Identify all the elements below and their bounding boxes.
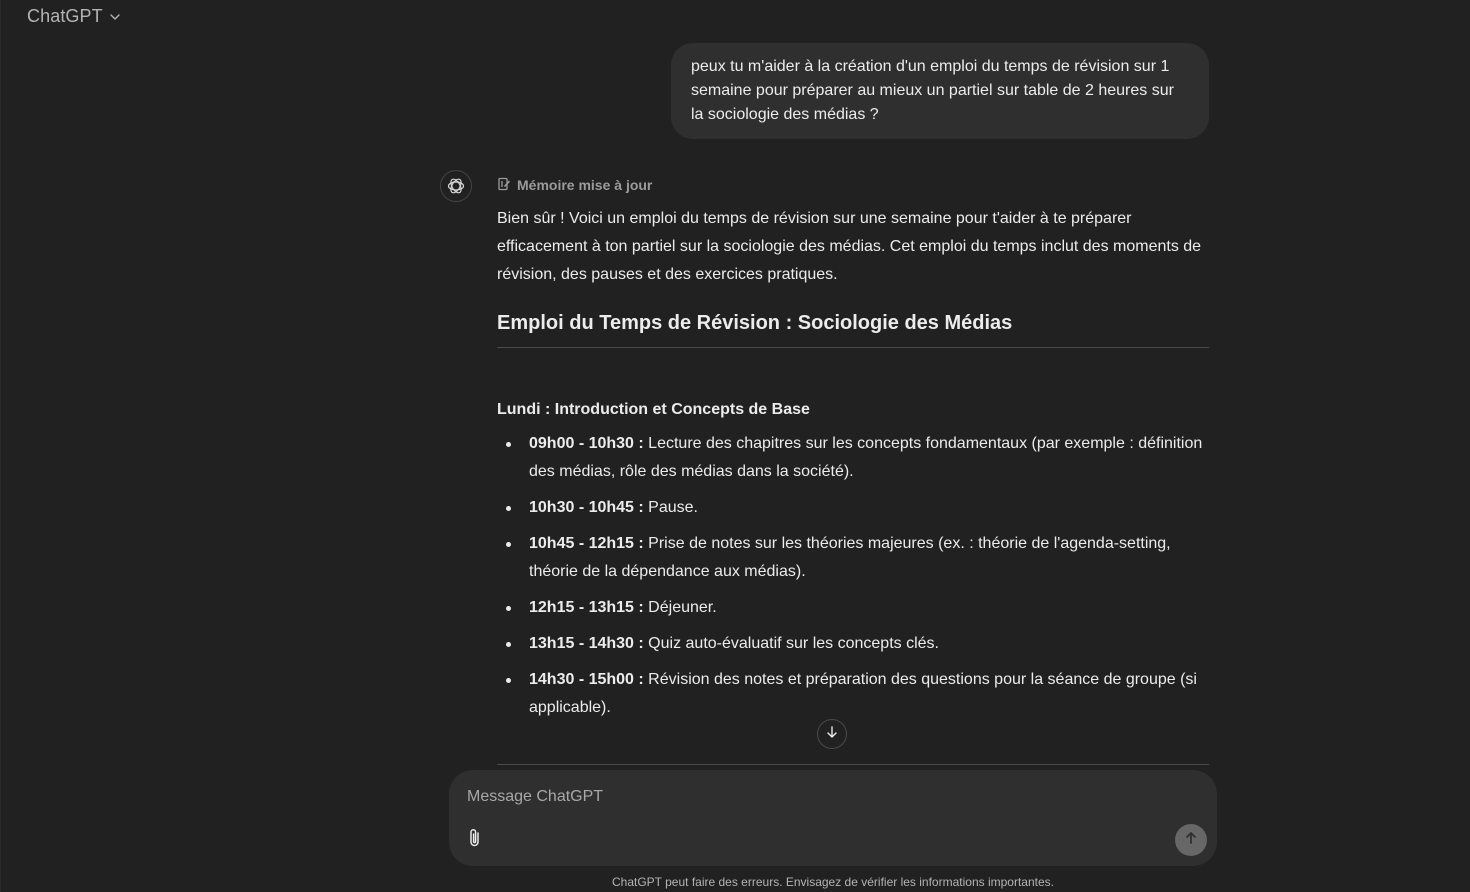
time-range: 14h30 - 15h00 : [529, 671, 644, 688]
list-item [497, 530, 1209, 586]
model-selector[interactable] [27, 0, 121, 32]
send-button[interactable] [1175, 824, 1207, 856]
user-message-bubble [671, 43, 1209, 139]
arrow-down-icon [825, 725, 839, 744]
scroll-to-bottom-button[interactable] [817, 719, 847, 749]
list-item [497, 594, 1209, 622]
day-title: Lundi : Introduction et Concepts de Base [497, 401, 810, 418]
message-input[interactable] [467, 786, 1067, 808]
time-range: 10h30 - 10h45 : [529, 499, 644, 516]
message-composer [449, 770, 1217, 866]
time-range: 13h15 - 14h30 : [529, 635, 644, 652]
bullet [506, 442, 511, 447]
memory-updated-indicator[interactable] [497, 175, 1209, 195]
item-text: Quiz auto-évaluatif sur les concepts clés. [643, 635, 939, 652]
list-item [497, 430, 1209, 486]
list-item [497, 630, 1209, 658]
bullet [506, 606, 511, 611]
list-item [497, 494, 1209, 522]
schedule-list [497, 430, 1209, 722]
bullet [506, 542, 511, 547]
attach-button[interactable] [465, 828, 485, 852]
bullet [506, 642, 511, 647]
paperclip-icon [467, 827, 483, 854]
bullet [506, 678, 511, 683]
memory-edit-icon [497, 177, 511, 194]
item-text: Déjeuner. [643, 599, 717, 616]
arrow-up-icon [1183, 830, 1199, 851]
item-text: Prise de notes sur les théories majeures (ex. : théorie de l'agenda-setting, théorie de la dépendance aux médias). [529, 535, 1171, 580]
openai-logo-icon [440, 170, 472, 202]
divider [497, 347, 1209, 348]
item-text: Lecture des chapitres sur les concepts fondamentaux (par exemple : définition des médias, rôle des médias dans la société). [529, 435, 1203, 480]
memory-label: Mémoire mise à jour [517, 177, 653, 193]
schedule-heading: Emploi du Temps de Révision : Sociologie des Médias [497, 312, 1013, 334]
model-title: ChatGPT [27, 5, 103, 26]
disclaimer-text: ChatGPT peut faire des erreurs. Envisagez de vérifier les informations importantes. [612, 875, 1054, 889]
bullet [506, 506, 511, 511]
assistant-intro: Bien sûr ! Voici un emploi du temps de révision sur une semaine pour t'aider à te préparer efficacement à ton partiel sur la sociologie des médias. Cet emploi du temps inclut des moments de révision, des pauses et des exercices pratiques. [497, 210, 1202, 283]
chevron-down-icon [109, 11, 121, 23]
time-range: 09h00 - 10h30 : [529, 435, 644, 452]
list-item [497, 666, 1209, 722]
time-range: 10h45 - 12h15 : [529, 535, 644, 552]
divider [497, 764, 1209, 765]
assistant-message [497, 175, 1209, 730]
item-text: Révision des notes et préparation des questions pour la séance de groupe (si applicable). [529, 671, 1197, 716]
time-range: 12h15 - 13h15 : [529, 599, 644, 616]
item-text: Pause. [643, 499, 698, 516]
user-message-text: peux tu m'aider à la création d'un emploi du temps de révision sur 1 semaine pour préparer au mieux un partiel sur table de 2 heures sur la sociologie des médias ? [691, 58, 1174, 123]
